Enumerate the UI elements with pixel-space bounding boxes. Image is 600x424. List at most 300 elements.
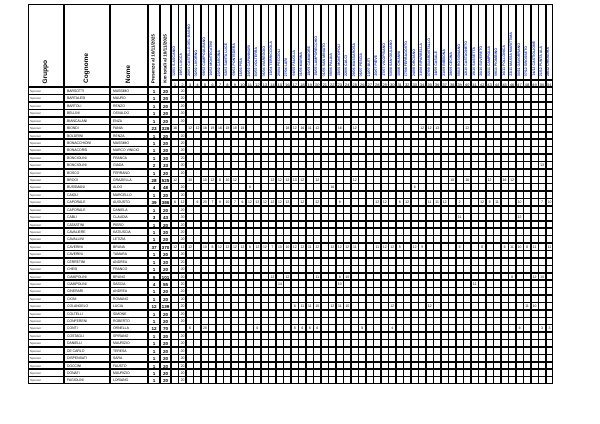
row-presenze: 1	[148, 235, 160, 243]
day-header-label: 28/09 CECINA	[449, 52, 454, 76]
day-cell[interactable]: 16	[336, 124, 344, 132]
day-cell[interactable]: 2	[456, 198, 464, 206]
day-number: 33	[412, 82, 417, 87]
day-cell[interactable]: 10	[538, 273, 546, 281]
day-cell[interactable]: 11	[508, 243, 516, 251]
day-cell[interactable]: 12	[411, 243, 419, 251]
day-cell[interactable]: 10	[336, 280, 344, 288]
day-cell[interactable]	[546, 376, 554, 384]
day-cell[interactable]: 12	[418, 124, 426, 132]
day-cell[interactable]: 10	[313, 302, 321, 310]
day-number: 39	[457, 82, 462, 87]
day-cell[interactable]: 12	[381, 243, 389, 251]
day-cell[interactable]: 19	[208, 124, 216, 132]
row-nome: MASSIMO	[110, 87, 148, 95]
day-header-label: 05/10 ROSIGNANO	[456, 43, 461, 76]
day-number: 35	[427, 82, 432, 87]
day-cell[interactable]: 16	[171, 124, 179, 132]
row-km: 20	[160, 132, 171, 140]
day-cell[interactable]: 11	[306, 124, 314, 132]
day-cell[interactable]: 12	[441, 198, 449, 206]
day-cell[interactable]: 12	[313, 198, 321, 206]
day-cell[interactable]: 10	[276, 243, 284, 251]
day-cell[interactable]: 11	[426, 198, 434, 206]
day-cell[interactable]: 5	[486, 198, 494, 206]
day-cell[interactable]: 16	[201, 124, 209, 132]
day-cell[interactable]: 12	[253, 198, 261, 206]
day-cell[interactable]: 20	[178, 347, 186, 355]
row-presenze: 1	[148, 228, 160, 236]
row-gruppo: Sponsor	[28, 183, 64, 191]
day-cell[interactable]: 6	[396, 198, 404, 206]
row-presenze: 1	[148, 146, 160, 154]
day-cell[interactable]: 16	[328, 183, 336, 191]
day-number: 7	[216, 80, 224, 87]
row-presenze: 9	[148, 273, 160, 281]
day-cell[interactable]: 20	[178, 191, 186, 199]
row-nome: MAURIZIO	[110, 369, 148, 377]
day-cell[interactable]: 4	[388, 324, 396, 332]
day-cell[interactable]: 6	[336, 198, 344, 206]
day-cell[interactable]: 12	[313, 243, 321, 251]
day-cell[interactable]: 13	[538, 161, 546, 169]
day-cell[interactable]: 11	[523, 302, 531, 310]
day-cell[interactable]: 14	[276, 280, 284, 288]
day-header-label: 07/12 GROSSETO	[524, 45, 529, 76]
day-cell[interactable]: 8	[216, 176, 224, 184]
day-cell[interactable]: 20	[178, 302, 186, 310]
day-cell[interactable]: 12	[171, 176, 179, 184]
day-cell[interactable]: 12	[178, 243, 186, 251]
day-header-label: 12/01 S.ASCANIO	[172, 46, 177, 76]
day-number: 15	[277, 82, 283, 87]
day-cell[interactable]: 12	[388, 302, 396, 310]
day-number: 29	[382, 82, 387, 87]
day-cell[interactable]: 12	[298, 243, 306, 251]
row-nome: MARCELLO	[110, 191, 148, 199]
day-cell[interactable]: 12	[231, 176, 239, 184]
row-gruppo: Sponsor	[28, 176, 64, 184]
row-cognome: BARTOLI	[64, 102, 110, 110]
row-gruppo: Sponsor	[28, 347, 64, 355]
day-cell[interactable]: 20	[178, 273, 186, 281]
day-cell[interactable]: 12	[381, 198, 389, 206]
day-cell[interactable]: 11	[306, 243, 314, 251]
nome-header	[110, 4, 148, 87]
day-cell[interactable]: 12	[328, 243, 336, 251]
day-cell[interactable]: 12	[336, 243, 344, 251]
day-header-label: 14/12 CASTIGLIONE	[531, 41, 536, 76]
row-presenze: 4	[148, 280, 160, 288]
row-km: 20	[160, 228, 171, 236]
day-number: 24	[345, 82, 350, 87]
day-cell[interactable]: 12	[171, 243, 179, 251]
day-cell[interactable]: 12	[343, 243, 351, 251]
day-cell[interactable]: 6	[516, 324, 524, 332]
day-cell[interactable]: 10	[516, 198, 524, 206]
day-cell[interactable]: 20	[178, 132, 186, 140]
day-cell[interactable]: 7	[208, 198, 216, 206]
day-number: 9	[231, 80, 239, 87]
day-cell[interactable]: 10	[546, 198, 554, 206]
day-cell[interactable]: 20	[178, 310, 186, 318]
row-gruppo: Sponsor	[28, 146, 64, 154]
row-nome: MAURO	[110, 94, 148, 102]
day-cell[interactable]: 11	[336, 302, 344, 310]
row-presenze: 1	[148, 109, 160, 117]
day-cell[interactable]: 15	[231, 124, 239, 132]
day-cell[interactable]: 20	[178, 235, 186, 243]
day-cell[interactable]: 12	[276, 198, 284, 206]
row-gruppo: Sponsor	[28, 87, 64, 95]
day-cell[interactable]: 20	[178, 221, 186, 229]
day-cell[interactable]: 12	[268, 273, 276, 281]
day-cell[interactable]: 6	[336, 273, 344, 281]
day-cell[interactable]: 20	[178, 139, 186, 147]
day-cell[interactable]: 10	[343, 273, 351, 281]
row-nome: SASCIA	[110, 280, 148, 288]
day-cell[interactable]: 11	[351, 243, 359, 251]
day-cell[interactable]: 10	[223, 176, 231, 184]
day-cell[interactable]: 3	[538, 324, 546, 332]
day-cell[interactable]: 6	[313, 324, 321, 332]
day-cell[interactable]: 12	[298, 176, 306, 184]
day-cell[interactable]: 20	[178, 87, 186, 95]
day-cell[interactable]: 15	[238, 124, 246, 132]
row-gruppo: Sponsor	[28, 376, 64, 384]
day-cell[interactable]: 12	[178, 198, 186, 206]
day-cell[interactable]: 5	[396, 243, 404, 251]
day-cell[interactable]: 20	[201, 198, 209, 206]
day-cell[interactable]: 12	[193, 124, 201, 132]
row-km: 20	[160, 347, 171, 355]
day-cell[interactable]: 16	[298, 124, 306, 132]
day-header-label: 23/03 CAPANNORI	[247, 44, 252, 76]
day-cell[interactable]: 12	[373, 198, 381, 206]
day-header-label: 10/08 CHIANNI	[396, 51, 401, 76]
day-cell[interactable]: 7	[268, 243, 276, 251]
row-km: 20	[160, 146, 171, 154]
day-number: 17	[292, 82, 298, 87]
row-gruppo: Sponsor	[28, 302, 64, 310]
day-cell[interactable]: 20	[178, 317, 186, 325]
day-cell[interactable]: 18	[283, 124, 291, 132]
day-cell[interactable]: 6	[193, 198, 201, 206]
day-cell[interactable]: 6	[171, 198, 179, 206]
day-cell[interactable]: 20	[178, 146, 186, 154]
row-cognome: CAVALLINI	[64, 235, 110, 243]
day-cell[interactable]: 12	[403, 198, 411, 206]
row-cognome: DANIELLI	[64, 339, 110, 347]
day-cell[interactable]: 10	[186, 176, 194, 184]
day-cell[interactable]: 20	[178, 354, 186, 362]
day-cell[interactable]: 20	[178, 295, 186, 303]
row-km: 20	[160, 295, 171, 303]
day-cell[interactable]: 12	[186, 124, 194, 132]
day-number: 8	[223, 80, 231, 87]
day-cell[interactable]: 12	[328, 302, 336, 310]
day-number: 47	[517, 82, 522, 87]
row-nome: SIMONE	[110, 310, 148, 318]
row-km: 20	[160, 354, 171, 362]
row-cognome: BARTALESI	[64, 94, 110, 102]
row-nome: GIADA	[110, 161, 148, 169]
row-nome: SPIRANO	[110, 332, 148, 340]
day-cell[interactable]: 12	[223, 243, 231, 251]
day-cell[interactable]: 20	[178, 169, 186, 177]
day-cell[interactable]: 10	[283, 243, 291, 251]
day-cell[interactable]: 20	[178, 258, 186, 266]
day-cell[interactable]: 12	[351, 176, 359, 184]
day-cell[interactable]: 20	[178, 332, 186, 340]
row-presenze: 3	[148, 213, 160, 221]
row-gruppo: Sponsor	[28, 198, 64, 206]
day-cell[interactable]: 7	[538, 198, 546, 206]
day-cell[interactable]: 12	[208, 176, 216, 184]
day-cell[interactable]: 11	[313, 273, 321, 281]
day-cell[interactable]: 6	[246, 243, 254, 251]
day-cell[interactable]: 13	[291, 176, 299, 184]
day-cell[interactable]: 12	[283, 176, 291, 184]
day-number: 26	[360, 82, 365, 87]
day-cell[interactable]: 20	[178, 206, 186, 214]
day-cell[interactable]: 6	[501, 243, 509, 251]
day-cell[interactable]: 12	[283, 198, 291, 206]
day-cell[interactable]: 11	[298, 302, 306, 310]
day-cell[interactable]: 9	[418, 243, 426, 251]
day-cell[interactable]: 8	[208, 243, 216, 251]
row-nome: TERESA	[110, 347, 148, 355]
day-cell[interactable]: 12	[261, 243, 269, 251]
day-cell[interactable]: 12	[516, 213, 524, 221]
day-cell[interactable]: 20	[201, 324, 209, 332]
row-presenze: 1	[148, 102, 160, 110]
day-cell[interactable]: 12	[426, 124, 434, 132]
day-cell[interactable]: 12	[463, 124, 471, 132]
day-cell[interactable]: 6	[253, 324, 261, 332]
day-cell[interactable]: 20	[178, 94, 186, 102]
day-cell[interactable]: 11	[373, 243, 381, 251]
day-header-label: 15/06 MONTOPOLI	[336, 44, 341, 76]
day-cell[interactable]: 10	[531, 302, 539, 310]
day-number: 32	[404, 82, 410, 87]
day-cell[interactable]: 12	[283, 273, 291, 281]
row-cognome: BONCIOLINI	[64, 161, 110, 169]
day-cell[interactable]: 20	[178, 369, 186, 377]
day-number: 38	[449, 82, 455, 87]
day-cell[interactable]: 12	[351, 124, 359, 132]
day-cell[interactable]: 6	[238, 198, 246, 206]
day-number: 3	[186, 80, 194, 87]
row-presenze: 12	[148, 324, 160, 332]
row-presenze: 1	[148, 250, 160, 258]
day-number: 25	[352, 82, 357, 87]
day-number: 12	[255, 82, 260, 87]
row-gruppo: Sponsor	[28, 228, 64, 236]
day-header-label: 24/08 ORCIANO	[411, 49, 416, 76]
day-cell[interactable]: 12	[486, 176, 494, 184]
day-cell[interactable]: 8	[478, 243, 486, 251]
day-cell[interactable]: 16	[501, 176, 509, 184]
day-cell[interactable]: 12	[231, 243, 239, 251]
day-header-label: 30/11 GAVORRANO	[516, 42, 521, 76]
day-cell[interactable]: 20	[178, 228, 186, 236]
row-cognome: BIONDI	[64, 124, 110, 132]
day-header[interactable]	[546, 4, 554, 80]
day-cell[interactable]: 12	[238, 243, 246, 251]
day-cell[interactable]: 13	[433, 124, 441, 132]
day-header-label: 23/11 MASSA MARITTIMA	[509, 32, 514, 76]
row-gruppo: Sponsor	[28, 258, 64, 266]
day-cell[interactable]: 10	[201, 243, 209, 251]
day-cell[interactable]: 20	[178, 102, 186, 110]
row-cognome: CINERARI	[64, 287, 110, 295]
day-cell[interactable]: 11	[433, 198, 441, 206]
day-cell[interactable]: 12	[186, 243, 194, 251]
day-cell[interactable]: 12	[508, 176, 516, 184]
row-cognome: CIONI	[64, 295, 110, 303]
day-header-label: 13/04 TERRICCIOLA	[269, 41, 274, 76]
day-header-label: 21/09 BIBBONA	[441, 49, 446, 76]
day-header-label: 19/10 SASSETTA	[471, 47, 476, 76]
day-cell[interactable]: 20	[178, 265, 186, 273]
gruppo-header	[28, 4, 64, 87]
day-number: 46	[509, 82, 515, 87]
day-cell[interactable]: 11	[546, 243, 554, 251]
day-cell[interactable]: 12	[478, 198, 486, 206]
row-cognome: BONACORSI	[64, 146, 110, 154]
day-cell[interactable]: 12	[216, 243, 224, 251]
row-gruppo: Sponsor	[28, 206, 64, 214]
day-number: 30	[389, 82, 395, 87]
day-header-label: 12/10 CASTAGNETO	[464, 41, 469, 76]
day-cell[interactable]: 5	[358, 324, 366, 332]
day-cell[interactable]: 12	[291, 243, 299, 251]
day-header-label: 27/04 LARI	[284, 57, 289, 76]
row-gruppo: Sponsor	[28, 310, 64, 318]
day-cell[interactable]: 6	[456, 243, 464, 251]
day-cell[interactable]: 6	[186, 324, 194, 332]
row-nome: FRANCO	[110, 265, 148, 273]
day-cell[interactable]: 12	[426, 302, 434, 310]
day-cell[interactable]: 20	[178, 213, 186, 221]
day-cell[interactable]: 10	[343, 302, 351, 310]
day-cell[interactable]: 11	[531, 243, 539, 251]
day-cell[interactable]: 8	[523, 243, 531, 251]
day-cell[interactable]: 10	[223, 198, 231, 206]
day-cell[interactable]: 20	[178, 287, 186, 295]
day-cell[interactable]: 15	[223, 124, 231, 132]
day-cell[interactable]: 12	[313, 176, 321, 184]
day-cell[interactable]: 12	[268, 176, 276, 184]
day-cell[interactable]: 18	[216, 124, 224, 132]
row-cognome: CIAMPOLINI	[64, 273, 110, 281]
day-cell[interactable]: 5	[291, 324, 299, 332]
day-cell[interactable]: 20	[178, 362, 186, 370]
row-km: 48	[160, 183, 171, 191]
row-cognome: FAGIOLINI	[64, 376, 110, 384]
row-km: 20	[160, 339, 171, 347]
day-cell[interactable]: 11	[493, 198, 501, 206]
day-header-label: 16/02 MONTECATINI	[209, 41, 214, 76]
row-nome: ROBERTO	[110, 317, 148, 325]
day-cell[interactable]: 6	[306, 324, 314, 332]
day-cell[interactable]: 12	[388, 243, 396, 251]
day-cell[interactable]: 20	[178, 250, 186, 258]
day-cell[interactable]: 12	[261, 198, 269, 206]
day-cell[interactable]: 10	[516, 243, 524, 251]
row-km: 20	[160, 154, 171, 162]
row-cognome: CONTI	[64, 324, 110, 332]
day-number: 19	[307, 82, 313, 87]
day-header-label: 30/03 VOLTERRA	[254, 46, 259, 76]
day-cell[interactable]: 7	[231, 198, 239, 206]
row-cognome: CERRETINI	[64, 258, 110, 266]
row-presenze: 1	[148, 369, 160, 377]
day-header-label: 13/07 BUTI	[366, 57, 371, 76]
day-cell[interactable]: 6	[216, 198, 224, 206]
day-cell[interactable]: 12	[313, 124, 321, 132]
day-number: 2	[178, 80, 186, 87]
day-cell[interactable]: 6	[291, 302, 299, 310]
day-cell[interactable]: 12	[246, 198, 254, 206]
row-presenze: 1	[148, 154, 160, 162]
day-cell[interactable]: 20	[178, 117, 186, 125]
row-cognome: CAVALIERE	[64, 228, 110, 236]
day-header-label: 29/06 MASSAROSA	[351, 42, 356, 76]
day-cell[interactable]: 20	[178, 376, 186, 384]
day-cell[interactable]: 6	[298, 324, 306, 332]
row-km: 20	[160, 317, 171, 325]
row-presenze: 1	[148, 317, 160, 325]
row-gruppo: Sponsor	[28, 94, 64, 102]
day-number: 22	[330, 82, 335, 87]
row-cognome: BOSCO	[64, 169, 110, 177]
day-cell[interactable]: 6	[411, 183, 419, 191]
row-presenze: 4	[148, 183, 160, 191]
day-cell[interactable]: 15	[448, 176, 456, 184]
day-cell[interactable]: 20	[178, 339, 186, 347]
day-cell[interactable]: 3	[546, 324, 554, 332]
row-km: 20	[160, 109, 171, 117]
day-cell[interactable]: 12	[268, 198, 276, 206]
day-cell[interactable]: 6	[246, 183, 254, 191]
row-cognome: BELLINI	[64, 109, 110, 117]
row-gruppo: Sponsor	[28, 287, 64, 295]
row-nome: ENZA	[110, 117, 148, 125]
day-cell[interactable]: 20	[178, 161, 186, 169]
day-number: 48	[524, 82, 530, 87]
day-cell[interactable]: 12	[531, 273, 539, 281]
day-cell[interactable]: 20	[178, 280, 186, 288]
day-cell[interactable]: 12	[291, 124, 299, 132]
day-cell[interactable]: 12	[298, 198, 306, 206]
row-presenze: 1	[148, 295, 160, 303]
day-cell[interactable]: 20	[178, 109, 186, 117]
day-cell[interactable]: 11	[456, 213, 464, 221]
row-presenze: 1	[148, 339, 160, 347]
day-cell[interactable]: 12	[253, 243, 261, 251]
day-cell[interactable]: 12	[276, 176, 284, 184]
day-cell[interactable]: 8	[508, 273, 516, 281]
row-km: 139	[161, 304, 170, 310]
day-cell[interactable]: 16	[463, 176, 471, 184]
day-cell[interactable]: 20	[178, 154, 186, 162]
day-cell[interactable]: 11	[471, 280, 479, 288]
day-cell[interactable]: 11	[306, 302, 314, 310]
day-cell[interactable]: 10	[201, 176, 209, 184]
day-cell[interactable]: 20	[178, 183, 186, 191]
